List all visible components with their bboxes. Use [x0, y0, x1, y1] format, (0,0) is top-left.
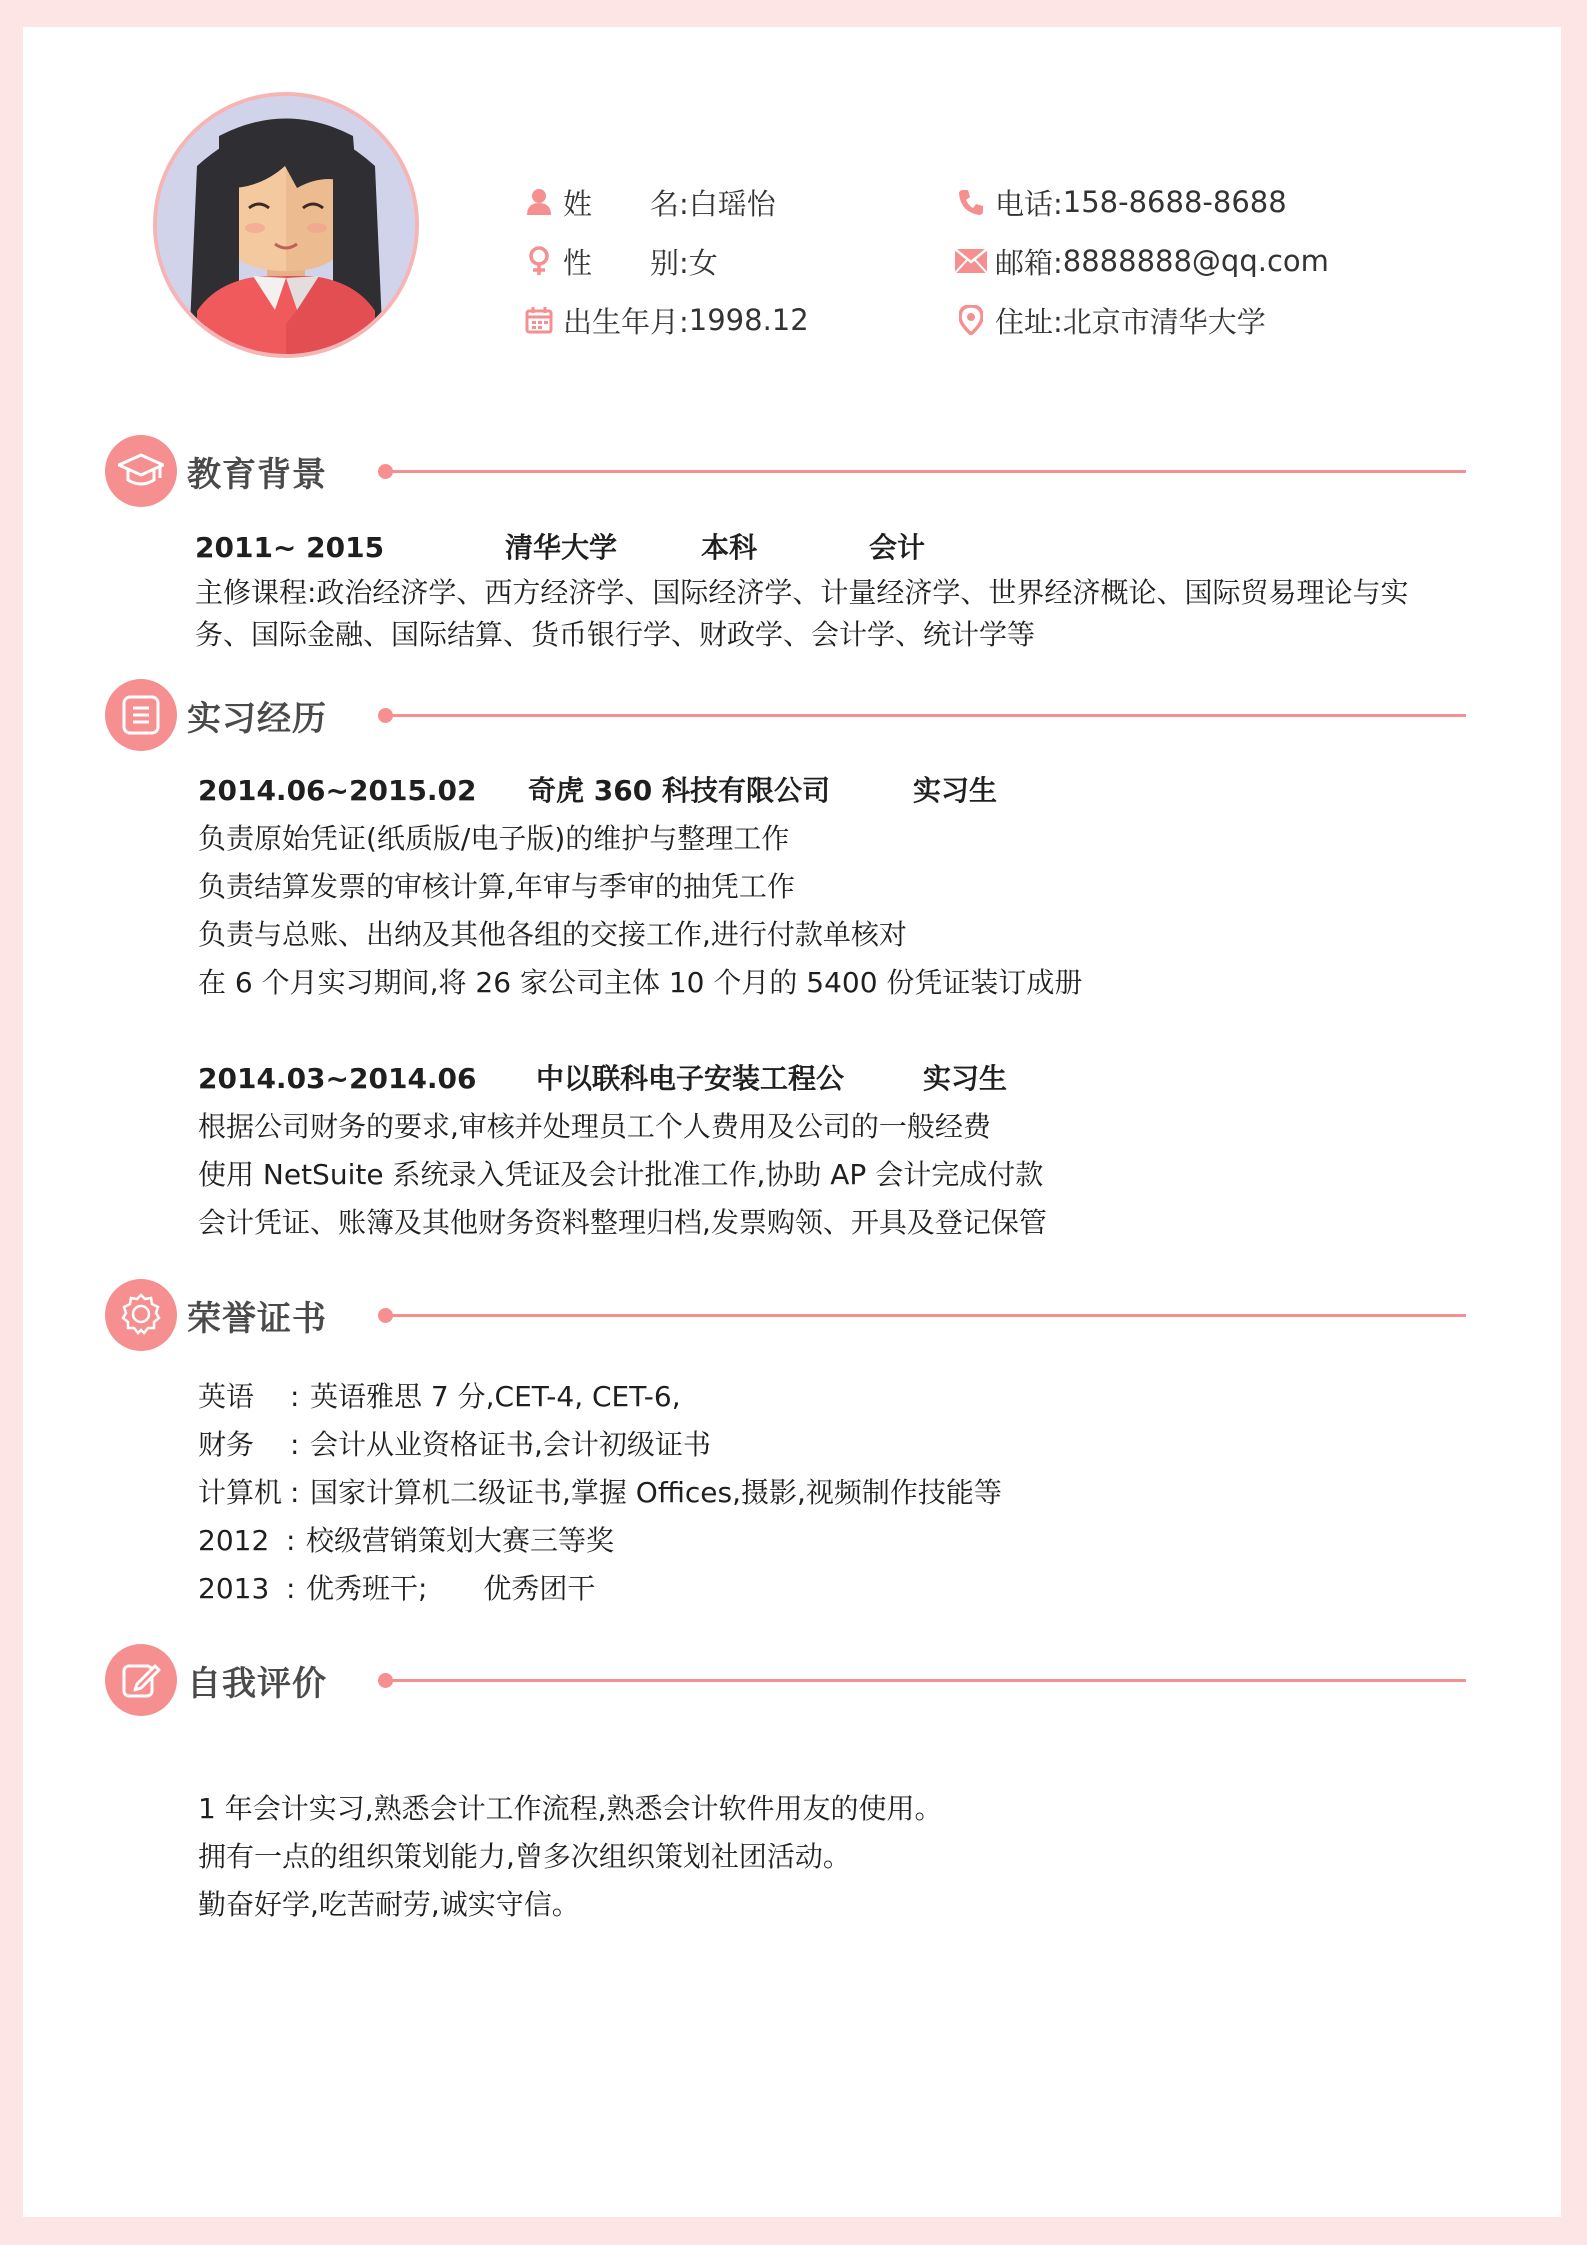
honor-key: 财务: [198, 1428, 255, 1461]
section-internship-header: [105, 679, 1485, 755]
calendar-icon: [523, 304, 555, 336]
honor-item: [198, 1469, 1002, 1517]
honor-key: 计算机: [198, 1476, 283, 1509]
section-title: 教育背景: [187, 455, 327, 495]
phone-label: 电话:: [995, 186, 1063, 221]
resume-sheet: [23, 27, 1561, 2217]
honor-key: 2012: [198, 1524, 270, 1557]
honor-value: 优秀班干; 优秀团干: [306, 1572, 596, 1605]
honor-key: 英语: [198, 1380, 255, 1413]
location-pin-icon: [955, 304, 987, 336]
birth-label: 出生年月:: [563, 304, 689, 339]
graduation-cap-icon: [105, 435, 177, 507]
honor-colon: :: [290, 1428, 300, 1461]
honor-colon: :: [286, 1524, 296, 1557]
email-label: 邮箱:: [995, 245, 1063, 280]
self-eval-line: 1 年会计实习,熟悉会计工作流程,熟悉会计软件用友的使用。: [198, 1792, 943, 1825]
honor-item: [198, 1421, 1002, 1469]
honor-item: [198, 1373, 1002, 1421]
edit-pencil-icon: [105, 1644, 177, 1716]
job-summary-row: [198, 767, 1082, 815]
job-role: 实习生: [913, 774, 998, 807]
education-school: 清华大学: [505, 531, 618, 564]
birth-row: [523, 300, 809, 340]
job-role: 实习生: [923, 1062, 1008, 1095]
job-duty: 负责原始凭证(纸质版/电子版)的维护与整理工作: [198, 822, 790, 855]
honor-colon: :: [290, 1476, 300, 1509]
gender-label: 性 别:: [563, 245, 689, 280]
internship-job-1: [198, 767, 1082, 1007]
section-divider: [391, 1314, 1466, 1317]
job-company: 奇虎 360 科技有限公司: [528, 774, 830, 807]
award-badge-icon: [105, 1279, 177, 1351]
email-value: 8888888@qq.com: [1062, 244, 1329, 278]
address-label: 住址:: [995, 304, 1063, 339]
job-summary-row: [198, 1055, 1047, 1103]
education-period: 2011~ 2015: [195, 531, 385, 564]
job-period: 2014.03~2014.06: [198, 1062, 477, 1095]
section-divider: [391, 1679, 1466, 1682]
birth-value: 1998.12: [688, 303, 809, 337]
phone-row: [955, 182, 1287, 222]
honor-colon: :: [286, 1572, 296, 1605]
mail-icon: [955, 245, 987, 277]
job-duty: 负责结算发票的审核计算,年审与季审的抽凭工作: [198, 870, 795, 903]
honor-value: 会计从业资格证书,会计初级证书: [310, 1428, 711, 1461]
section-self-eval-header: [105, 1644, 1485, 1720]
avatar-illustration: [157, 96, 415, 354]
section-honors-header: [105, 1279, 1485, 1355]
job-duty: 在 6 个月实习期间,将 26 家公司主体 10 个月的 5400 份凭证装订成册: [198, 966, 1083, 999]
list-icon: [105, 679, 177, 751]
education-major: 会计: [869, 531, 926, 564]
job-duty: 负责与总账、出纳及其他各组的交接工作,进行付款单核对: [198, 918, 907, 951]
education-courses-line: 务、国际金融、国际结算、货币银行学、财政学、会计学、统计学等: [195, 618, 1036, 651]
self-eval-block: [198, 1785, 943, 1929]
education-courses-line: 主修课程:政治经济学、西方经济学、国际经济学、计量经济学、世界经济概论、国际贸易理论与实: [195, 576, 1409, 609]
honor-value: 校级营销策划大赛三等奖: [306, 1524, 615, 1557]
gender-value: 女: [688, 245, 718, 280]
address-value: 北京市清华大学: [1062, 304, 1266, 339]
honor-colon: :: [290, 1380, 300, 1413]
phone-value: 158-8688-8688: [1062, 185, 1287, 219]
avatar: [153, 92, 419, 358]
job-period: 2014.06~2015.02: [198, 774, 477, 807]
honor-item: [198, 1565, 1002, 1613]
section-divider: [391, 470, 1466, 473]
honor-key: 2013: [198, 1572, 270, 1605]
section-title: 自我评价: [187, 1664, 327, 1704]
gender-row: [523, 241, 718, 281]
job-duty: 会计凭证、账簿及其他财务资料整理归档,发票购领、开具及登记保管: [198, 1206, 1047, 1239]
name-label: 姓 名:: [563, 186, 689, 221]
honor-item: [198, 1517, 1002, 1565]
education-block: [195, 524, 1408, 656]
job-company: 中以联科电子安装工程公: [536, 1062, 845, 1095]
honors-block: [198, 1373, 1002, 1613]
female-icon: [523, 245, 555, 277]
section-title: 实习经历: [187, 699, 327, 739]
education-summary-row: [195, 524, 1408, 572]
address-row: [955, 300, 1266, 340]
job-duty: 使用 NetSuite 系统录入凭证及会计批准工作,协助 AP 会计完成付款: [198, 1158, 1044, 1191]
education-degree: 本科: [701, 531, 758, 564]
self-eval-line: 勤奋好学,吃苦耐劳,诚实守信。: [198, 1888, 580, 1921]
person-icon: [523, 186, 555, 218]
job-duty: 根据公司财务的要求,审核并处理员工个人费用及公司的一般经费: [198, 1110, 991, 1143]
name-value: 白瑶怡: [688, 186, 776, 221]
honor-value: 英语雅思 7 分,CET-4, CET-6,: [310, 1380, 681, 1413]
section-divider: [391, 714, 1466, 717]
name-row: [523, 182, 776, 222]
section-title: 荣誉证书: [187, 1299, 327, 1339]
internship-job-2: [198, 1055, 1047, 1247]
self-eval-line: 拥有一点的组织策划能力,曾多次组织策划社团活动。: [198, 1840, 851, 1873]
honor-value: 国家计算机二级证书,掌握 Offices,摄影,视频制作技能等: [310, 1476, 1002, 1509]
section-education-header: [105, 435, 1485, 511]
phone-icon: [955, 186, 987, 218]
email-row: [955, 241, 1329, 281]
